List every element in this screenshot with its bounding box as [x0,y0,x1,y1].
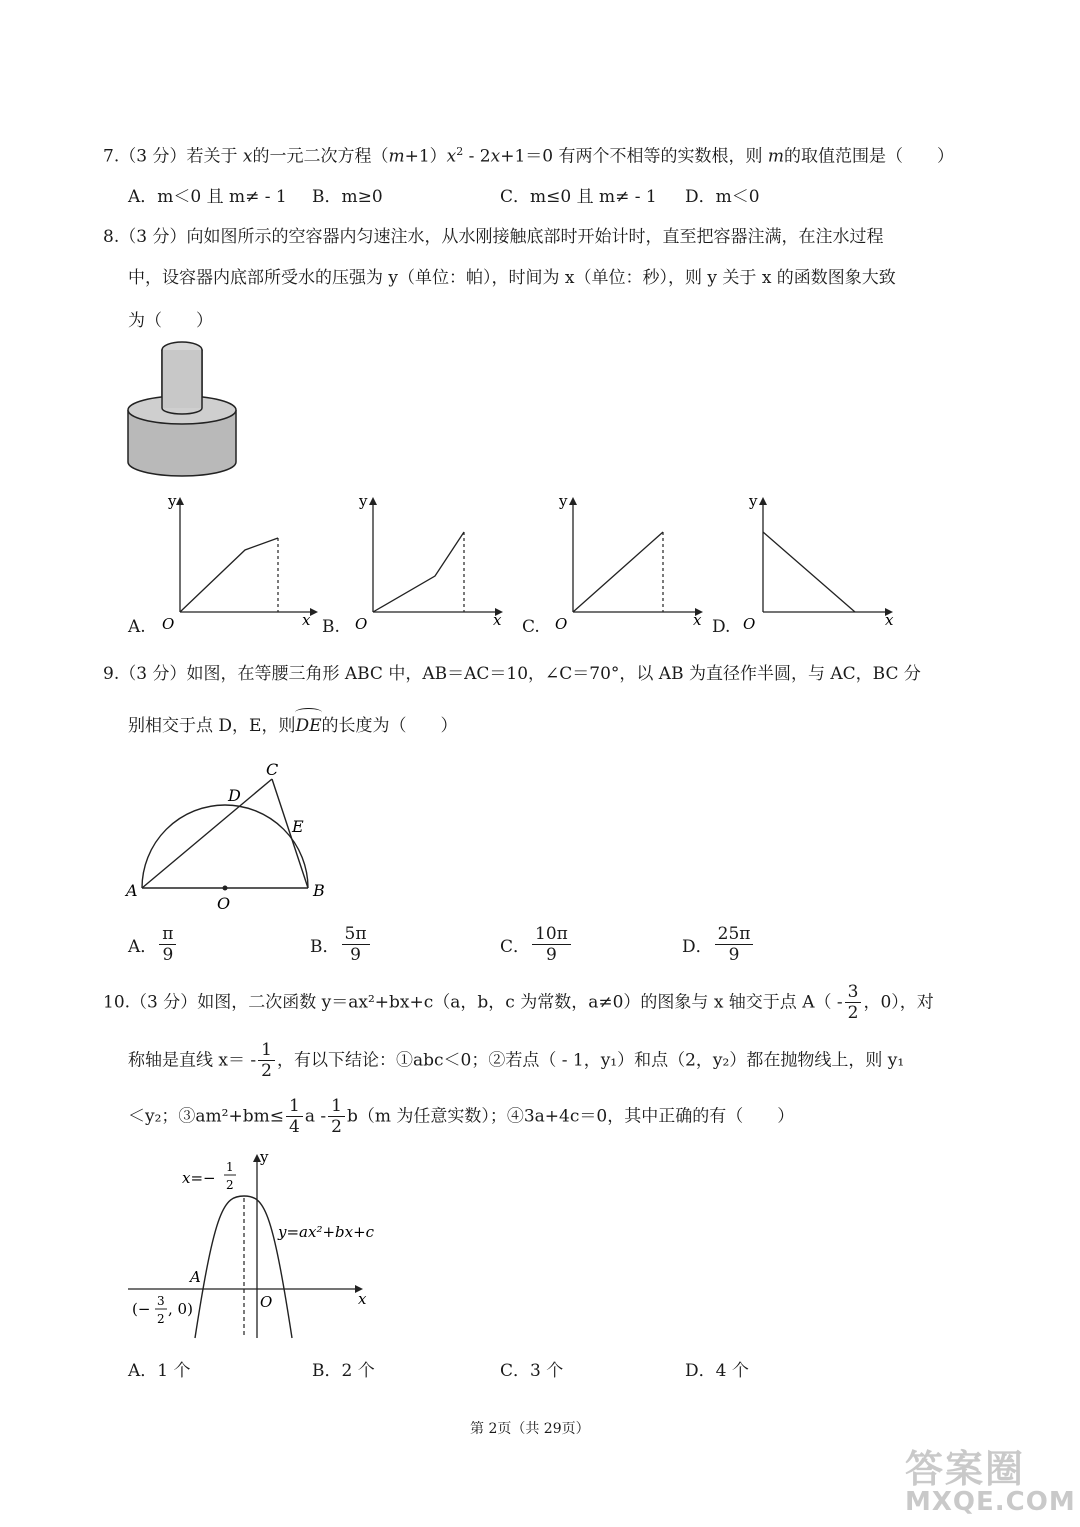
point-c-label: C [266,760,279,779]
q8-line2: 中，设容器内底部所受水的压强为 y（单位：帕），时间为 x（单位：秒），则 y 关于 x 的函数图象大致 [128,268,896,288]
point-o-label: O [217,894,231,913]
axis-x-label: x [693,611,702,629]
origin-label: O [162,615,175,630]
symmetry-axis-num: 1 [226,1160,234,1174]
axis-y-label: y [168,492,177,510]
origin-label: O [743,615,756,630]
watermark-url: MXQE.COM [905,1487,1076,1517]
point-a-coord-den: 2 [157,1312,165,1326]
page-footer: 第 2页（共 29页） [470,1421,590,1437]
watermark-logo: 答案圈 [905,1447,1026,1491]
q8-graph-b [345,490,520,630]
point-a-coord-open: (− [132,1300,151,1318]
curve-equation-label: y=ax²+bx+c [278,1223,375,1241]
point-a-coord-close: , 0) [168,1300,193,1318]
symmetry-axis-label: x=− [182,1169,216,1187]
point-a-label: A [190,1268,201,1286]
q10-option-c[interactable]: C．3 个 [500,1361,564,1381]
q7-stem: 7.（3 分）若关于 x的一元二次方程$(m+1)x^2 - 2x+1=0$ 有两个不相等的实数根，则 m的取值范围是（ ） [103,145,955,167]
q9-semicircle-figure [120,755,340,915]
q8-option-a[interactable]: A. [128,617,146,637]
point-b-label: B [313,881,325,900]
axis-x-label: x [358,1290,367,1308]
q8-graph-d [735,490,910,630]
q7-option-d[interactable]: D．m＜0 [685,187,760,207]
q8-graph-c [545,490,720,630]
point-a-label: A [126,881,138,900]
origin-label: O [260,1293,273,1311]
q7-option-b[interactable]: B．m≥0 [312,187,383,207]
q9-line2: 别相交于点 D，E，则 DE的长度为（ ） [128,714,458,738]
q8-line1: 8.（3 分）向如图所示的空容器内匀速注水，从水刚接触底部时开始计时，直至把容器注满，在注水过程 [103,227,884,247]
q7-option-c[interactable]: C．m≤0 且 m≠ - 1 [500,187,657,207]
q10-line3: ＜y₂；③am²+bm≤ $\frac{1}{4}$ a - $\frac{1}{2}$ b（m 为任意实数）；④3a+4c＝0，其中正确的有（ ） [128,1096,795,1137]
q9-option-a[interactable]: A． $\frac{\pi}{9}$ [128,924,178,965]
point-e-label: E [292,817,304,836]
q10-option-a[interactable]: A．1 个 [128,1361,191,1381]
q8-option-d[interactable]: D. [712,617,731,637]
container-figure [120,340,250,480]
axis-y-label: y [559,492,568,510]
axis-x-label: x [302,611,311,629]
point-d-label: D [228,786,241,805]
arc-de-label: DE [295,716,322,736]
q10-line2: 称轴是直线 x＝ - $\frac{1}{2}$ ，有以下结论：①abc＜0；②若点（ - 1，y₁）和点（2，y₂）都在抛物线上，则 y₁ [128,1040,905,1081]
q8-option-c[interactable]: C. [522,617,540,637]
q10-parabola-figure [120,1148,400,1348]
q9-line1: 9.（3 分）如图，在等腰三角形 ABC 中，AB＝AC＝10，∠C＝70°，以 AB 为直径作半圆，与 AC，BC 分 [103,664,921,684]
q8-line3: 为（ ） [128,311,213,331]
q8-option-b[interactable]: B. [322,617,340,637]
q7-option-a[interactable]: A．m＜0 且 m≠ - 1 [128,187,287,207]
q10-line1: 10.（3 分）如图，二次函数 y＝ax²+bx+c（a，b，c 为常数，a≠0）的图象与 x 轴交于点 A（ - $\frac{3}{2}$ ，0），对 [103,982,934,1023]
symmetry-axis-den: 2 [226,1178,234,1192]
q9-option-d[interactable]: D． $\frac{25\pi}{9}$ [682,924,755,965]
axis-y-label: y [260,1148,269,1166]
axis-x-label: x [493,611,502,629]
point-a-coord-num: 3 [157,1294,165,1308]
origin-label: O [355,615,368,630]
axis-x-label: x [885,611,894,629]
q9-option-b[interactable]: B． $\frac{5\pi}{9}$ [310,924,372,965]
axis-y-label: y [749,492,758,510]
origin-label: O [555,615,568,630]
q8-graph-a [150,490,325,630]
axis-y-label: y [359,492,368,510]
q10-option-b[interactable]: B．2 个 [312,1361,375,1381]
q9-option-c[interactable]: C． $\frac{10\pi}{9}$ [500,924,573,965]
q10-option-d[interactable]: D．4 个 [685,1361,749,1381]
